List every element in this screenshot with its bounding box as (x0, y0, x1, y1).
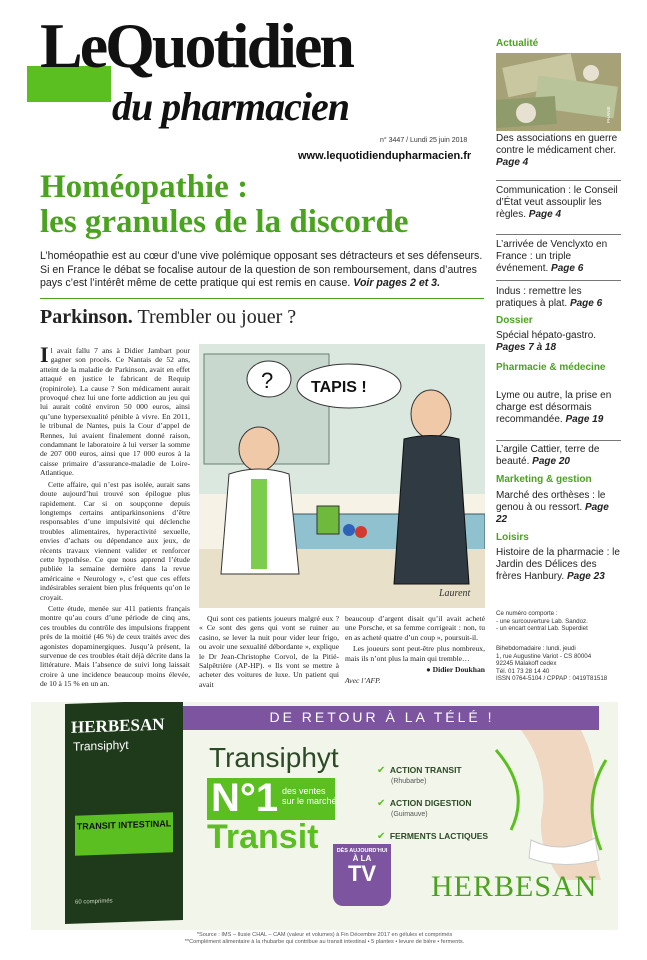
cartoon-speech: TAPIS ! (311, 379, 367, 396)
check-icon: ✔ (377, 831, 386, 842)
sidebar-item[interactable]: Histoire de la pharmacie : le Jardin des Délices des frères Hanbury. Page 23 (496, 547, 620, 582)
ad-brand-logo: HERBESAN (431, 870, 598, 903)
main-headline: Homéopathie : les granules de la discorde (40, 169, 409, 240)
article-author: Didier Doukhan (432, 665, 485, 675)
article-column-3: beaucoup d’argent disait qu’il avait acheté une Porsche, et sa femme corrigeait : non, tu en as acheté quatre d’un coup », poursuit-il. Les joueurs sont peut-être plus nombreux, mais ils n’ont plus la main qui tremble… ● Didier Doukhan Avec l’AFP. (345, 614, 485, 686)
dropcap: I (40, 342, 49, 367)
article-column-1: Il avait fallu 7 ans à Didier Jambart pour gagner son procès. Ce Nantais de 52 ans, atteint de la maladie de Parkinson, avait en effet attaqué en justice le fabricant de Requip (ropinirole). La cause ? Son médicament aurait provoqué chez lui une forte addiction au jeu qui lui aurait coûté environ 50 000 euros, ainsi qu’une hypersexualité pénible à vivre. En 2011, le tribunal de Nantes, puis la Cour d’appel de Rennes, lui avaient finalement donné raison, condamnant le laboratoire à lui verser la somme de 207 000 euros, ainsi que 17 000 euros à la caisse primaire d’assurance-maladie de Loire-Atlantique. Cette affaire, qui n’est pas isolée, aurait sans doute aujourd’hui trouvé son épilogue plus rapidement. Car si on soupçonne depuis longtemps certains antiparkinsoniens d’être responsables d’une impulsivité qui déclenche troubles alimentaires, hyperactivité sexuelle, envies d’achats ou dépendance aux jeux, de récents travaux viennent valider et renforcer cette hypothèse. Ce que nous apprend l’étude publiée la semaine dernière dans la revue américaine « Neurology », c’est que ces effets indésirables seraient bien plus fréquents qu’on le croyait. Cette étude, menée sur 411 patients français montre qu’au cours d’une période de cinq ans, ces troubles du contrôle des impulsions frappent près de la moitié (46 %) de ceux traités avec des agonistes dopaminergiques. Jusqu’à présent, la survenue de ces troubles était déjà décrite dans la littérature. Mais l’absence de suivi long laissait croire à une incidence beaucoup moins élevée, de 10 à 15 % en un an. (40, 342, 190, 689)
sidebar-item[interactable]: L’arrivée de Venclyxto en France : un triple événement. Page 6 (496, 239, 608, 274)
ad-product-name: Transiphyt (209, 742, 339, 773)
tv-badge: DÈS AUJOURD’HUI À LA TV (333, 844, 391, 906)
ad-benefits: ✔ ACTION TRANSIT (Rhubarbe) ✔ ACTION DIGESTION (Guimauve) ✔ FERMENTS LACTIQUES (377, 765, 489, 842)
sidebar-item[interactable]: Des associations en guerre contre le médicament cher. Page 4 (496, 133, 618, 168)
check-icon: ✔ (377, 798, 386, 809)
issue-info: n° 3447 / Lundi 25 juin 2018 (380, 137, 468, 144)
sidebar-photo (496, 53, 621, 131)
article-title: Parkinson. Trembler ou jouer ? (40, 306, 297, 328)
sidebar-item[interactable]: Indus : remettre les pratiques à plat. Page 6 (496, 286, 603, 309)
sidebar-item[interactable]: Marché des orthèses : le genou à ou ressort. Page 22 (496, 490, 609, 525)
sidebar-divider (496, 440, 621, 441)
ad-transit: Transit (207, 818, 319, 856)
sidebar-section-dossier: Dossier (496, 315, 533, 326)
divider (40, 298, 484, 299)
sidebar-section-pharmacie: Pharmacie & médecine (496, 362, 606, 373)
sidebar-item[interactable]: Lyme ou autre, la prise en charge est désormais recommandée. Page 19 (496, 390, 612, 425)
logo-title: LeQuotidien (40, 10, 352, 81)
cartoon-illustration (199, 344, 485, 608)
sidebar-item[interactable]: Communication : le Conseil d’État veut assouplir les règles. Page 4 (496, 185, 618, 220)
sidebar-item[interactable]: Spécial hépato-gastro. Pages 7 à 18 (496, 330, 597, 353)
ad-banner-text: DE RETOUR À LA TÉLÉ ! (269, 709, 495, 725)
check-icon: ✔ (377, 765, 386, 776)
article-column-2: Qui sont ces patients joueurs malgré eux ? « Ce sont des gens qui vont se ruiner au casino, se lever la nuit pour vider leur frigo, ou avoir une sexualité débordante », explique le Dr Jean-Christophe Corvol, de la Pitié-Salpêtrière (AP-HP). « Ils vont se mettre à acheter des voitures de luxe. Un patient qui avait (199, 614, 339, 689)
sidebar-section-marketing: Marketing & gestion (496, 474, 592, 485)
svg-text:PHANIE: PHANIE (606, 106, 611, 123)
sidebar-section-actualite: Actualité (496, 38, 539, 49)
advertisement[interactable] (31, 702, 618, 930)
site-url[interactable]: www.lequotidiendupharmacien.fr (298, 150, 472, 162)
ad-footnotes: *Source : IMS – Ilusie CHAL – CAM (valeur et volumes) à Fin Décembre 2017 en gélules et comprimés **Complément alimentaire à la rhubarbe qui contribue au transit intestinal • 5 plantes • levure de bière • ferments. (184, 932, 465, 945)
cartoon-question: ? (261, 368, 274, 393)
logo-subtitle: du pharmacien (112, 84, 350, 129)
article-credit: Avec l’AFP. (345, 676, 381, 686)
sidebar-section-loisirs: Loisirs (496, 532, 529, 543)
product-box: HERBESAN Transiphyt TRANSIT INTESTINAL 60 comprimés (65, 702, 183, 924)
edition-notes: Ce numéro comporte : - une surcouverture Lab. Sandoz. - un encart central Lab. Superdiet (496, 610, 588, 633)
sidebar-divider (496, 234, 621, 235)
ad-n1-sub: des ventes sur le marché (282, 786, 337, 806)
sidebar-divider (496, 280, 621, 281)
sidebar-divider (496, 180, 621, 181)
headline-lede: L’homéopathie est au cœur d’une vive polémique opposant ses détracteurs et ses défenseurs. Si en France le débat se focalise autour de la question de son remboursement, dans d’autres pays c’est l’intérêt même de cette pratique qui est remis en cause. Voir pages 2 et 3. (40, 250, 483, 290)
cartoon-signature: Laurent (439, 588, 471, 599)
lede-page-ref[interactable]: Voir pages 2 et 3. (353, 277, 441, 290)
ad-n1: N°1 (211, 776, 279, 820)
ad-model-figure (491, 730, 611, 880)
sidebar-item[interactable]: L’argile Cattier, terre de beauté. Page 20 (496, 444, 600, 467)
publisher-info: Bihebdomadaire : lundi, jeudi 1, rue Augustine Variot - CS 80004 92245 Malakoff cedex Tél. 01 73 28 14 40 ISSN 0764-5104 / CPPAP : 0419T81518 (496, 645, 608, 683)
